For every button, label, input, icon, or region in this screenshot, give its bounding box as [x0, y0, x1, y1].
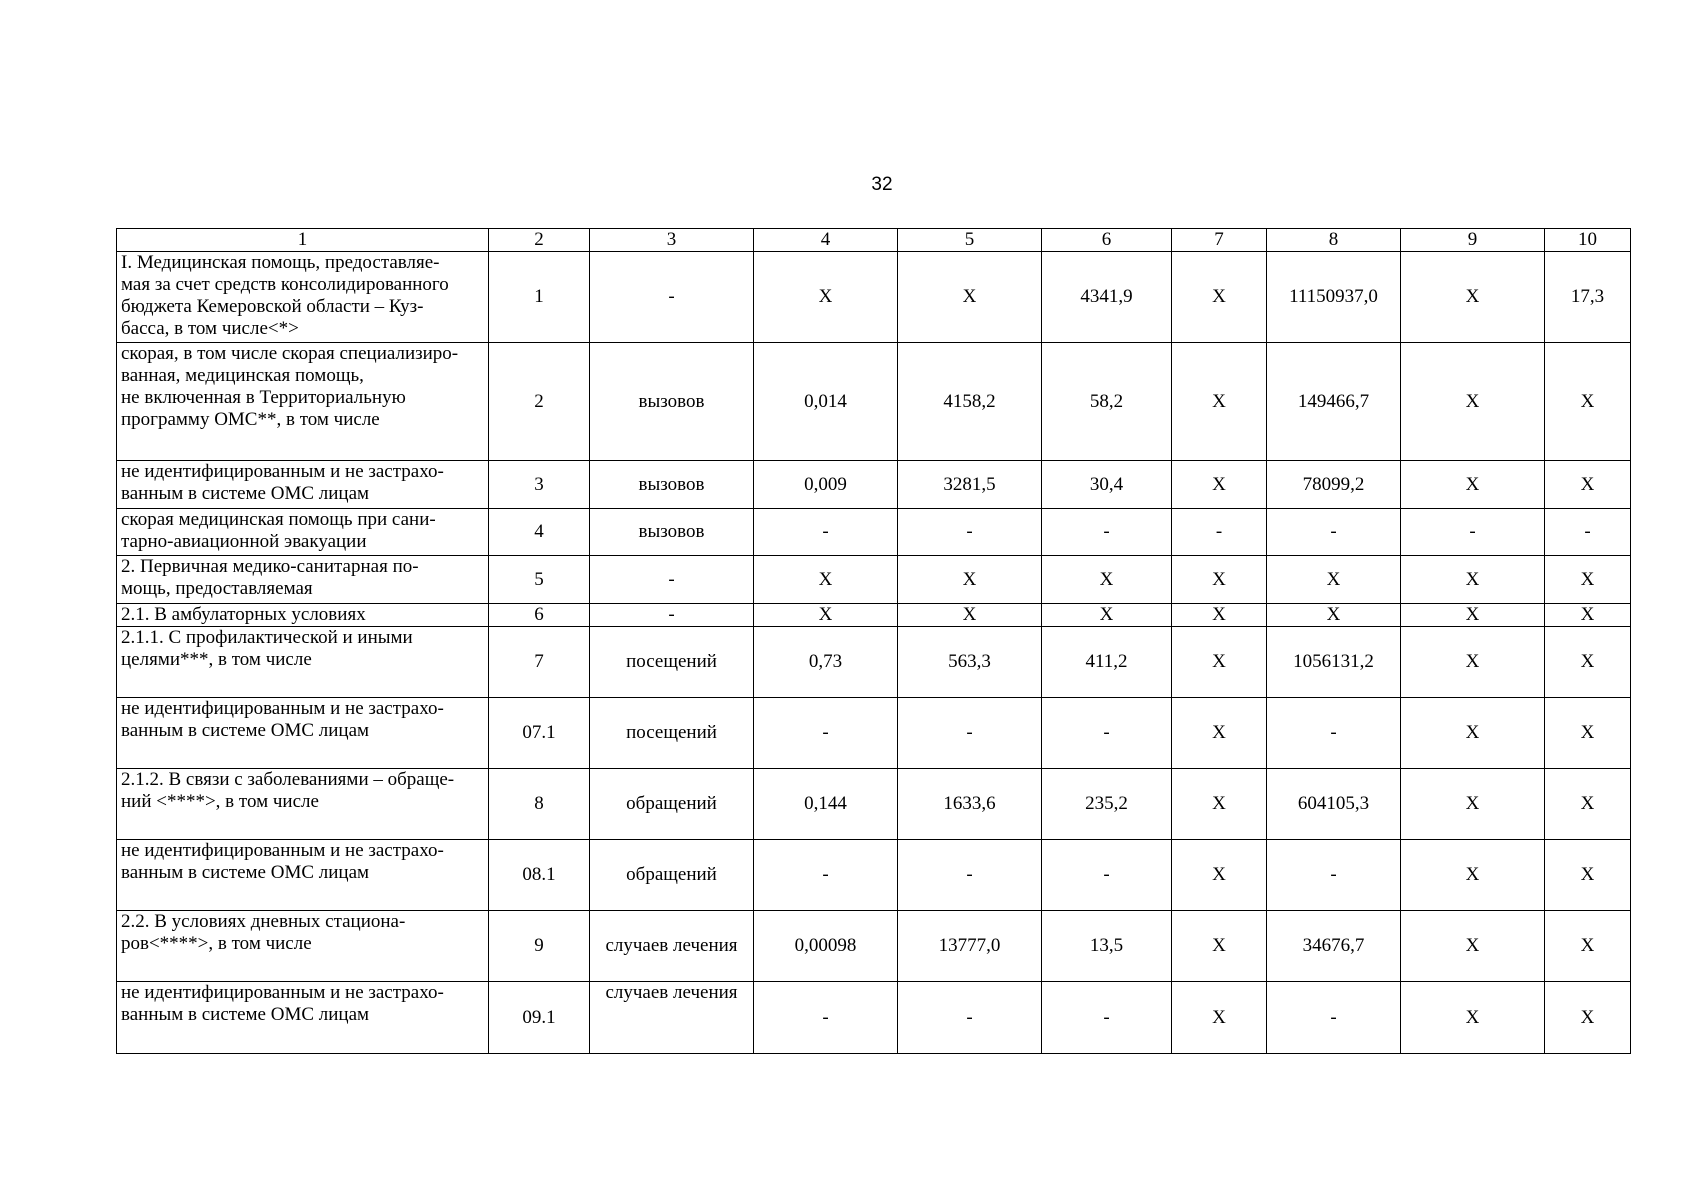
table-row	[117, 769, 1631, 840]
table-cell: X	[754, 604, 898, 627]
table-cell: X	[1172, 556, 1267, 604]
table-cell: -	[590, 556, 754, 604]
table-cell: -	[1401, 509, 1545, 556]
table-cell: 30,4	[1042, 461, 1172, 509]
table-cell: X	[1042, 604, 1172, 627]
table-cell: X	[1042, 556, 1172, 604]
table-cell: 563,3	[898, 627, 1042, 698]
header-cell: 7	[1172, 229, 1267, 252]
table-cell: вызовов	[590, 461, 754, 509]
table-row	[117, 982, 1631, 1054]
table-cell: 8	[489, 769, 590, 840]
table-row	[117, 911, 1631, 982]
table-row	[117, 556, 1631, 604]
table-cell: 58,2	[1042, 343, 1172, 461]
table-cell: посещений	[590, 698, 754, 769]
table-cell: 07.1	[489, 698, 590, 769]
row-description: скорая, в том числе скорая специализиро- ванная, медицинская помощь, не включенная в Территориальную программу ОМС**, в том числе	[117, 343, 489, 461]
table-cell: X	[1172, 840, 1267, 911]
table-cell: X	[1172, 982, 1267, 1054]
header-cell: 8	[1267, 229, 1401, 252]
header-cell: 1	[117, 229, 489, 252]
table-cell: -	[590, 604, 754, 627]
table-cell: -	[1267, 698, 1401, 769]
table-cell: X	[1545, 911, 1631, 982]
table-cell: 09.1	[489, 982, 590, 1054]
data-table	[116, 228, 1631, 1054]
table-cell: -	[1042, 509, 1172, 556]
table-cell: 1633,6	[898, 769, 1042, 840]
table-row	[117, 604, 1631, 627]
table-cell: -	[754, 982, 898, 1054]
table-cell: X	[898, 252, 1042, 343]
row-description: не идентифицированным и не застрахо- ванным в системе ОМС лицам	[117, 461, 489, 509]
table-cell: -	[1267, 509, 1401, 556]
table-cell: X	[1401, 769, 1545, 840]
table-cell: -	[754, 698, 898, 769]
table-cell: 13777,0	[898, 911, 1042, 982]
table-cell: X	[1172, 769, 1267, 840]
table-cell: 5	[489, 556, 590, 604]
table-cell: 0,009	[754, 461, 898, 509]
table-cell: -	[1545, 509, 1631, 556]
table-cell: 34676,7	[1267, 911, 1401, 982]
table-cell: 17,3	[1545, 252, 1631, 343]
page-number: 32	[871, 174, 893, 195]
table-cell: X	[1267, 556, 1401, 604]
table-cell: 1	[489, 252, 590, 343]
table-cell: X	[898, 604, 1042, 627]
table-cell: -	[1267, 982, 1401, 1054]
table-cell: 0,014	[754, 343, 898, 461]
row-description: 2.1. В амбулаторных условиях	[117, 604, 489, 627]
table-cell: X	[1545, 343, 1631, 461]
header-cell: 9	[1401, 229, 1545, 252]
row-description: не идентифицированным и не застрахо- ванным в системе ОМС лицам	[117, 698, 489, 769]
table-cell: 4158,2	[898, 343, 1042, 461]
table-cell: 78099,2	[1267, 461, 1401, 509]
row-description: 2.2. В условиях дневных стациона- ров<****>, в том числе	[117, 911, 489, 982]
table-cell: 4341,9	[1042, 252, 1172, 343]
table-cell: -	[754, 840, 898, 911]
table-cell: 08.1	[489, 840, 590, 911]
table-cell: X	[1545, 982, 1631, 1054]
table-cell: случаев лечения	[590, 982, 754, 1054]
table-cell: X	[1401, 840, 1545, 911]
table-cell: 0,73	[754, 627, 898, 698]
table-cell: 3	[489, 461, 590, 509]
table-cell: X	[1267, 604, 1401, 627]
row-description: 2.1.1. С профилактической и иными целями***, в том числе	[117, 627, 489, 698]
table-cell: 6	[489, 604, 590, 627]
row-description: не идентифицированным и не застрахо- ванным в системе ОМС лицам	[117, 982, 489, 1054]
table-cell: -	[1042, 840, 1172, 911]
table-cell: X	[1401, 556, 1545, 604]
header-cell: 10	[1545, 229, 1631, 252]
table-cell: X	[1401, 461, 1545, 509]
table-cell: -	[590, 252, 754, 343]
table-row	[117, 698, 1631, 769]
table-cell: X	[1172, 343, 1267, 461]
row-description: не идентифицированным и не застрахо- ванным в системе ОМС лицам	[117, 840, 489, 911]
table-cell: X	[1172, 627, 1267, 698]
table-cell: 3281,5	[898, 461, 1042, 509]
row-description: скорая медицинская помощь при сани- тарно-авиационной эвакуации	[117, 509, 489, 556]
table-cell: X	[1545, 604, 1631, 627]
table-cell: 13,5	[1042, 911, 1172, 982]
table-cell: -	[898, 982, 1042, 1054]
table-cell: X	[1401, 604, 1545, 627]
table-cell: X	[1545, 840, 1631, 911]
table-cell: -	[898, 698, 1042, 769]
table-cell: 9	[489, 911, 590, 982]
table-row	[117, 840, 1631, 911]
table-cell: -	[898, 509, 1042, 556]
row-description: 2.1.2. В связи с заболеваниями – обраще- ний <****>, в том числе	[117, 769, 489, 840]
header-row	[117, 229, 1631, 252]
header-cell: 3	[590, 229, 754, 252]
table-cell: 0,144	[754, 769, 898, 840]
row-description: I. Медицинская помощь, предоставляе- мая за счет средств консолидированного бюджета Кемеровской области – Куз- басса, в том числе<*>	[117, 252, 489, 343]
table-cell: X	[1401, 627, 1545, 698]
table-cell: 235,2	[1042, 769, 1172, 840]
table-cell: вызовов	[590, 343, 754, 461]
table-cell: X	[754, 556, 898, 604]
table-cell: вызовов	[590, 509, 754, 556]
table-cell: обращений	[590, 769, 754, 840]
table-cell: -	[1172, 509, 1267, 556]
table-cell: -	[1267, 840, 1401, 911]
table-cell: 2	[489, 343, 590, 461]
table-cell: X	[1401, 252, 1545, 343]
table-cell: -	[754, 509, 898, 556]
table-cell: X	[1401, 911, 1545, 982]
header-cell: 6	[1042, 229, 1172, 252]
table-cell: X	[1172, 252, 1267, 343]
table-row	[117, 627, 1631, 698]
table-cell: X	[1172, 604, 1267, 627]
table-cell: 4	[489, 509, 590, 556]
table-cell: -	[1042, 698, 1172, 769]
table-row	[117, 509, 1631, 556]
table-row	[117, 252, 1631, 343]
table-cell: 149466,7	[1267, 343, 1401, 461]
table-cell: -	[898, 840, 1042, 911]
table-cell: X	[1401, 982, 1545, 1054]
table-cell: случаев лечения	[590, 911, 754, 982]
header-cell: 4	[754, 229, 898, 252]
table-cell: 7	[489, 627, 590, 698]
table-cell: 0,00098	[754, 911, 898, 982]
table-cell: X	[1545, 627, 1631, 698]
table-cell: X	[1545, 556, 1631, 604]
table-cell: 1056131,2	[1267, 627, 1401, 698]
table-cell: X	[1545, 461, 1631, 509]
header-cell: 5	[898, 229, 1042, 252]
table-cell: X	[1172, 461, 1267, 509]
table-cell: -	[1042, 982, 1172, 1054]
table-cell: X	[1401, 343, 1545, 461]
table-cell: X	[1172, 911, 1267, 982]
table-cell: посещений	[590, 627, 754, 698]
table-cell: X	[1545, 698, 1631, 769]
table-cell: обращений	[590, 840, 754, 911]
table-cell: 411,2	[1042, 627, 1172, 698]
table-cell: X	[754, 252, 898, 343]
table-cell: X	[898, 556, 1042, 604]
table-row	[117, 343, 1631, 461]
table-cell: 11150937,0	[1267, 252, 1401, 343]
table-cell: X	[1172, 698, 1267, 769]
table-cell: X	[1401, 698, 1545, 769]
table-row	[117, 461, 1631, 509]
table-cell: 604105,3	[1267, 769, 1401, 840]
table-cell: X	[1545, 769, 1631, 840]
row-description: 2. Первичная медико-санитарная по- мощь, предоставляемая	[117, 556, 489, 604]
header-cell: 2	[489, 229, 590, 252]
